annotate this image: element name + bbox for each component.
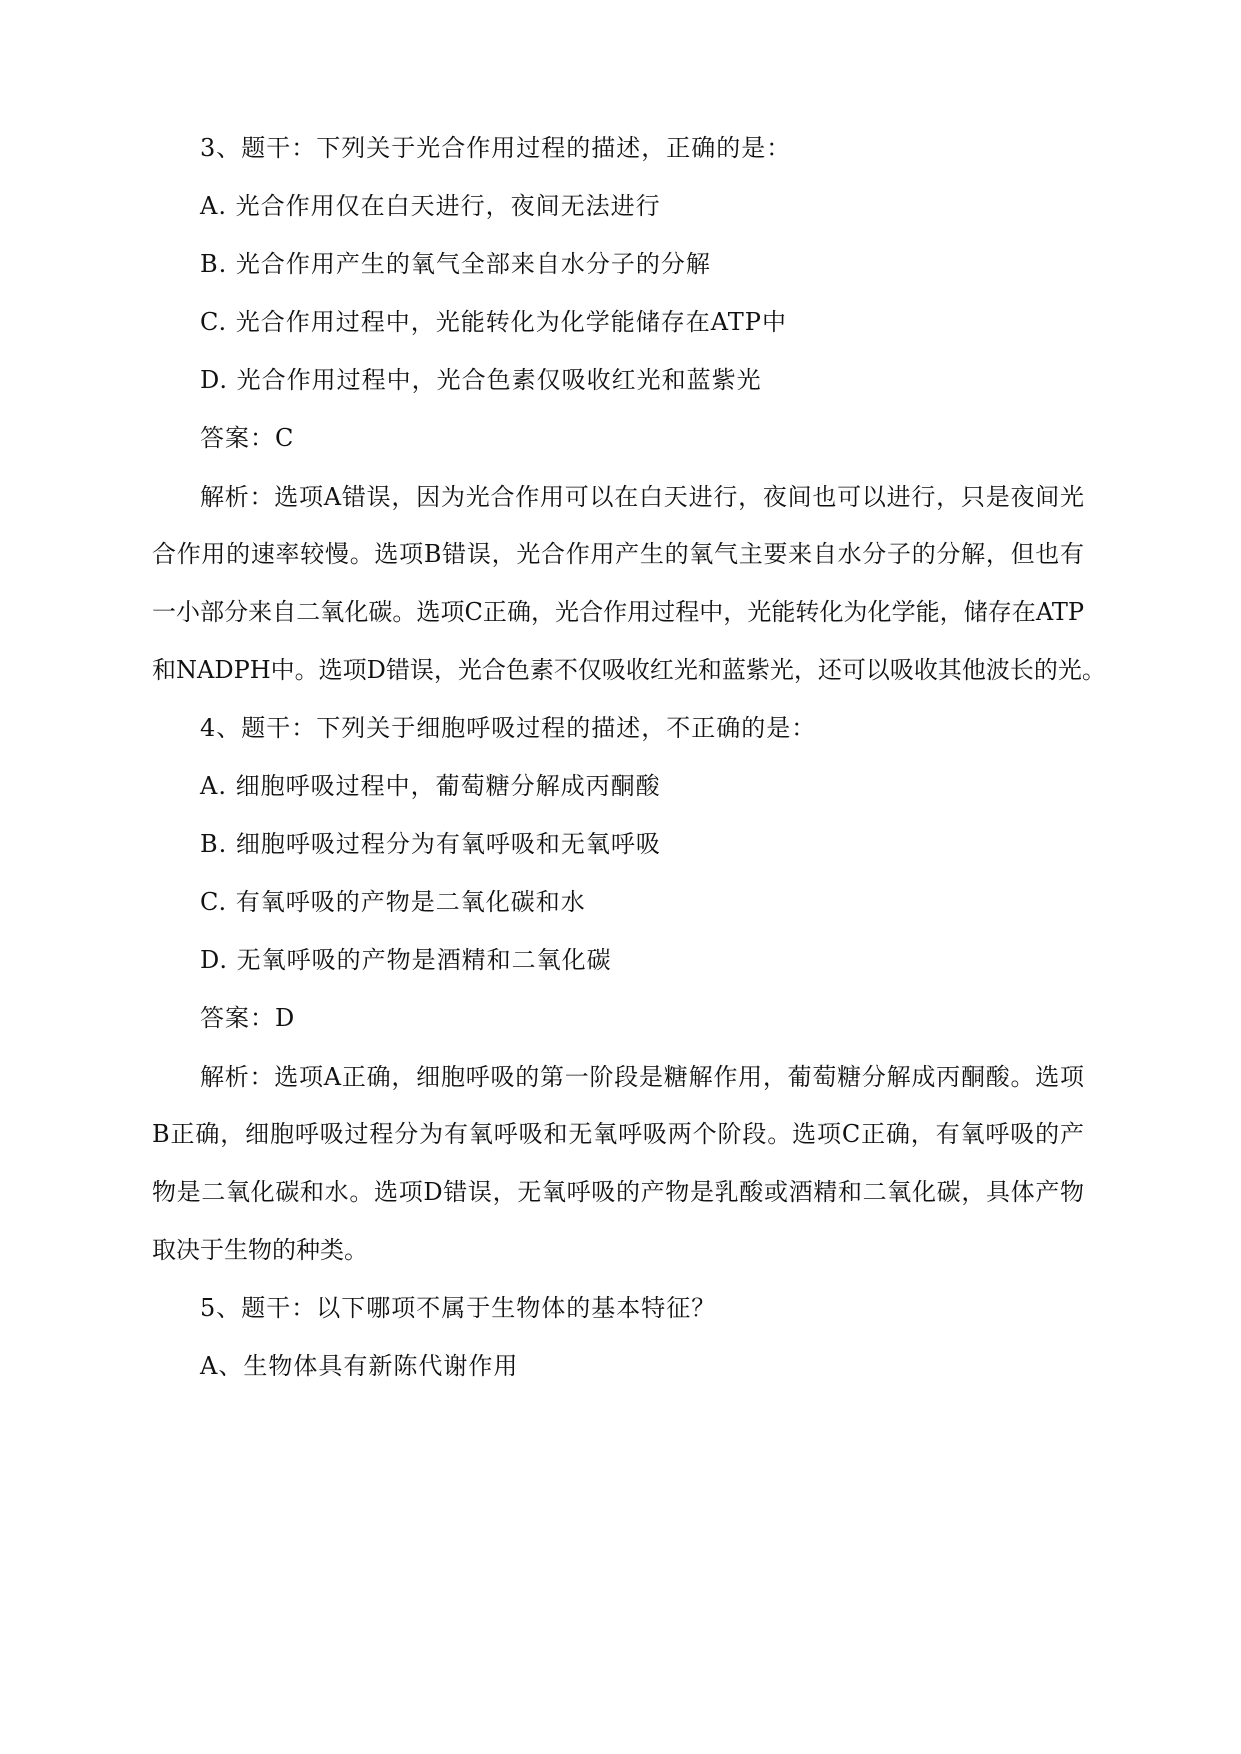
question-4-option-a: A. 细胞呼吸过程中，葡萄糖分解成丙酮酸 xyxy=(200,772,661,800)
question-3-option-b: B. 光合作用产生的氧气全部来自水分子的分解 xyxy=(200,250,711,278)
question-3-analysis-line-1: 解析：选项A错误，因为光合作用可以在白天进行，夜间也可以进行，只是夜间光 xyxy=(200,483,1084,511)
question-4-analysis-line-3: 物是二氧化碳和水。选项D错误，无氧呼吸的产物是乳酸或酒精和二氧化碳，具体产物 xyxy=(152,1178,1084,1206)
question-3-stem: 3、题干：下列关于光合作用过程的描述，正确的是： xyxy=(200,134,792,162)
question-3-option-d: D. 光合作用过程中，光合色素仅吸收红光和蓝紫光 xyxy=(200,366,762,394)
question-4-option-b: B. 细胞呼吸过程分为有氧呼吸和无氧呼吸 xyxy=(200,830,661,858)
question-5-option-a: A、生物体具有新陈代谢作用 xyxy=(200,1352,519,1380)
question-4-stem: 4、题干：下列关于细胞呼吸过程的描述，不正确的是： xyxy=(200,714,817,742)
question-3-option-c: C. 光合作用过程中，光能转化为化学能储存在ATP中 xyxy=(200,308,787,336)
question-3-answer: 答案：C xyxy=(200,424,295,452)
question-3-analysis-line-3: 一小部分来自二氧化碳。选项C正确，光合作用过程中，光能转化为化学能，储存在ATP xyxy=(152,598,1084,626)
question-4-analysis-line-1: 解析：选项A正确，细胞呼吸的第一阶段是糖解作用，葡萄糖分解成丙酮酸。选项 xyxy=(200,1063,1084,1091)
question-4-analysis-line-4: 取决于生物的种类。 xyxy=(152,1236,368,1264)
question-4-option-d: D. 无氧呼吸的产物是酒精和二氧化碳 xyxy=(200,946,612,974)
question-4-analysis-line-2: B正确，细胞呼吸过程分为有氧呼吸和无氧呼吸两个阶段。选项C正确，有氧呼吸的产 xyxy=(152,1120,1084,1148)
question-3-analysis-line-4: 和NADPH中。选项D错误，光合色素不仅吸收红光和蓝紫光，还可以吸收其他波长的光。 xyxy=(152,656,1106,684)
question-5-stem: 5、题干：以下哪项不属于生物体的基本特征？ xyxy=(200,1294,717,1322)
question-3-analysis-line-2: 合作用的速率较慢。选项B错误，光合作用产生的氧气主要来自水分子的分解，但也有 xyxy=(152,540,1084,568)
question-4-option-c: C. 有氧呼吸的产物是二氧化碳和水 xyxy=(200,888,586,916)
question-3-option-a: A. 光合作用仅在白天进行，夜间无法进行 xyxy=(200,192,661,220)
question-4-answer: 答案：D xyxy=(200,1004,296,1032)
